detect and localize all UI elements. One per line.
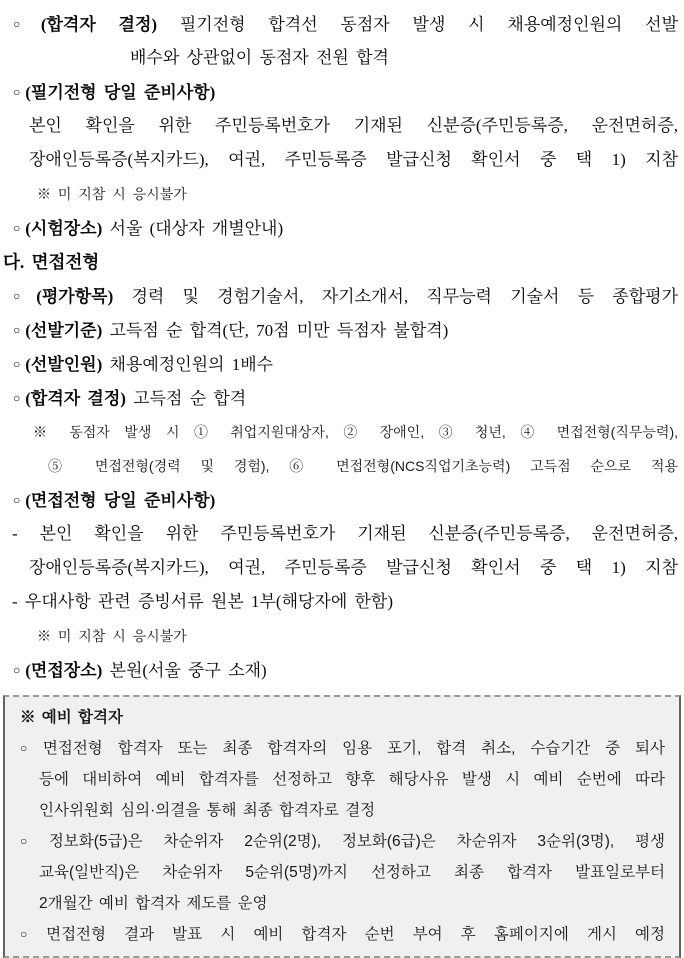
line-text: 교육(일반직)은 차순위자 5순위(5명)까지 선정하고 최종 합격자 발표일로부터 — [39, 864, 665, 881]
interview-docs-line — [0, 585, 684, 619]
interview-eval-label: (평가항목) — [36, 287, 114, 306]
written-pass-decision-text: 필기전형 합격선 동점자 발생 시 채용예정인원의 선발 — [179, 15, 679, 34]
reserve-item2-line1 — [20, 826, 667, 857]
interview-criteria-line — [0, 313, 684, 347]
dash-bullet: - — [12, 524, 18, 543]
reserve-item3-line1 — [20, 919, 667, 950]
line-text: 인사위원회 심의·의결을 통해 최종 합격자로 결정 — [39, 802, 376, 819]
written-prep-heading-line — [0, 75, 684, 109]
written-venue-label: (시험장소) — [25, 219, 103, 238]
note-text: ⑤ 면접전형(경력 및 경험), ⑥ 면접전형(NCS직업기초능력) 고득점 순으로 적용 — [48, 458, 678, 474]
interview-tie-note-line1 — [0, 415, 684, 449]
interview-criteria-text: 고득점 순 합격(단, 70점 미만 득점자 불합격) — [109, 321, 449, 340]
circle-bullet: ○ — [13, 391, 21, 405]
line-text: 장애인등록증(복지카드), 여권, 주민등록증 발급신청 확인서 중 택 1) 지참 — [29, 150, 678, 169]
interview-id-line1 — [0, 517, 684, 551]
interview-venue-label: (면접장소) — [25, 661, 103, 680]
interview-count-label: (선발인원) — [25, 355, 103, 374]
reserve-item1-line2 — [20, 764, 667, 795]
interview-no-id-note — [0, 619, 684, 653]
written-pass-decision-line — [0, 7, 684, 41]
reserve-candidates-box — [3, 695, 681, 958]
written-venue-text: 서울 (대상자 개별안내) — [109, 219, 284, 238]
circle-bullet: ○ — [20, 927, 40, 941]
interview-venue-text: 본원(서울 중구 소재) — [109, 661, 267, 680]
note-text: ※ 미 지참 시 응시불가 — [37, 186, 187, 202]
interview-criteria-label: (선발기준) — [25, 321, 103, 340]
written-id-line1 — [0, 109, 684, 143]
interview-pass-text: 고득점 순 합격 — [133, 389, 247, 408]
interview-eval-line — [0, 279, 684, 313]
line-text: 우대사항 관련 증빙서류 원본 1부(해당자에 한함) — [24, 592, 394, 611]
interview-prep-label: (면접전형 당일 준비사항) — [25, 491, 216, 510]
written-prep-label: (필기전형 당일 준비사항) — [25, 83, 216, 102]
heading-text: 다. 면접전형 — [3, 252, 100, 272]
circle-bullet: ○ — [13, 493, 21, 507]
interview-pass-label: (합격자 결정) — [25, 389, 126, 408]
line-text: 2개월간 예비 합격자 제도를 운영 — [39, 895, 268, 912]
circle-bullet: ○ — [13, 289, 32, 303]
line-text: 본인 확인을 위한 주민등록번호가 기재된 신분증(주민등록증, 운전면허증, — [39, 524, 679, 543]
reserve-item2-line2 — [20, 857, 667, 888]
line-text: 장애인등록증(복지카드), 여권, 주민등록증 발급신청 확인서 중 택 1) 지참 — [29, 558, 678, 577]
interview-count-line — [0, 347, 684, 381]
circle-bullet: ○ — [13, 85, 21, 99]
line-text: 정보화(5급)은 차순위자 2순위(2명), 정보화(6급)은 차순위자 3순위(3명), 평생 — [48, 833, 665, 850]
dash-bullet: - — [12, 592, 18, 611]
note-text: ※ 미 지참 시 응시불가 — [37, 628, 187, 644]
line-text: 면접전형 결과 발표 시 예비 합격자 순번 부여 후 홈페이지에 게시 예정 — [46, 926, 665, 943]
note-text: ※ 동점자 발생 시 ① 취업지원대상자, ② 장애인, ③ 청년, ④ 면접전형(직무능력), — [33, 424, 678, 440]
reserve-item1-line3 — [20, 795, 667, 826]
interview-tie-note-line2 — [0, 449, 684, 483]
reserve-item1-line1 — [20, 733, 667, 764]
interview-eval-text: 경력 및 경험기술서, 자기소개서, 직무능력 기술서 등 종합평가 — [131, 287, 678, 306]
circle-bullet: ○ — [13, 17, 36, 31]
interview-prep-heading-line — [0, 483, 684, 517]
circle-bullet: ○ — [13, 323, 21, 337]
written-pass-decision-label: (합격자 결정) — [40, 15, 158, 34]
interview-pass-line — [0, 381, 684, 415]
title-text: ※ 예비 합격자 — [20, 709, 123, 726]
interview-id-line2 — [0, 551, 684, 585]
line-text: 본인 확인을 위한 주민등록번호가 기재된 신분증(주민등록증, 운전면허증, — [29, 116, 678, 135]
circle-bullet: ○ — [13, 221, 21, 235]
written-pass-decision-cont — [0, 41, 684, 75]
written-venue-line — [0, 211, 684, 245]
interview-count-text: 채용예정인원의 1배수 — [109, 355, 274, 374]
interview-section-heading — [0, 245, 684, 279]
reserve-item2-line3 — [20, 888, 667, 919]
circle-bullet: ○ — [13, 357, 21, 371]
reserve-box-title — [20, 702, 667, 733]
line-text: 등에 대비하여 예비 합격자를 선정하고 향후 해당사유 발생 시 예비 순번에 따라 — [39, 771, 665, 788]
circle-bullet: ○ — [20, 741, 36, 755]
line-text: 배수와 상관없이 동점자 전원 합격 — [130, 48, 389, 67]
line-text: 면접전형 합격자 또는 최종 합격자의 임용 포기, 합격 취소, 수습기간 중 퇴사 — [42, 740, 665, 757]
circle-bullet: ○ — [20, 834, 42, 848]
circle-bullet: ○ — [13, 663, 21, 677]
written-id-line2 — [0, 143, 684, 177]
written-no-id-note — [0, 177, 684, 211]
interview-venue-line — [0, 653, 684, 687]
